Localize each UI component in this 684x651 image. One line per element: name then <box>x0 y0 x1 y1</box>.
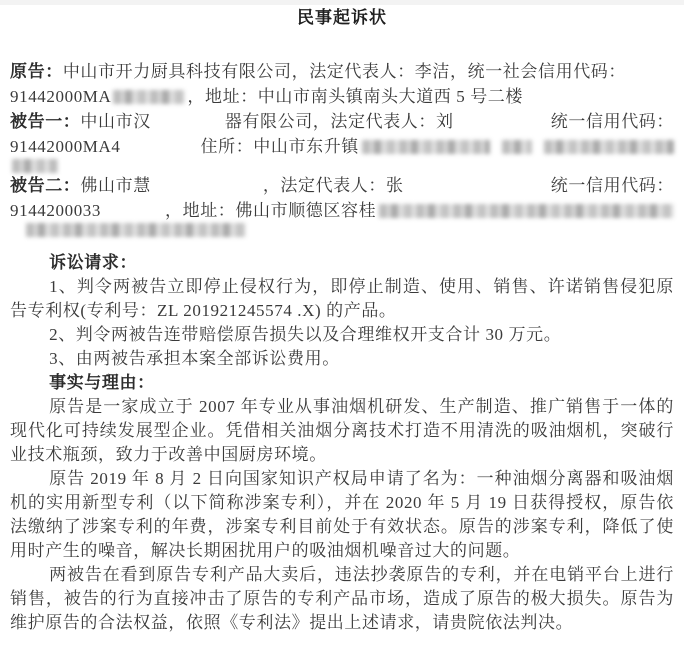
claim-item-2: 2、判令两被告连带赔偿原告损失以及合理维权开支合计 30 万元。 <box>49 325 562 344</box>
defendant2-rep-info: ，法定代表人：张 <box>262 176 404 195</box>
facts-section <box>10 371 674 635</box>
facts-paragraph-2: 原告 2019 年 8 月 2 日向国家知识产权局申请了名为：一种油烟分离器和吸油烟机的实用新型专利（以下简称涉案专利），并在 2020 年 5 月 19 日获得授权，原告依法缴纳了涉案专利的年费，涉案专利目前处于有效状态。原告的涉案专利，降低了使用时产生的噪音，解决长期困扰用户的吸油烟机噪音过大的问题。 <box>10 469 674 560</box>
claim-item-3: 3、由两被告承担本案全部诉讼费用。 <box>49 349 340 368</box>
defendant2-address-label: ，地址：佛山市顺德区容桂 <box>165 201 377 220</box>
redacted-defendant1-address-1 <box>362 140 490 154</box>
redacted-defendant1-address-3 <box>544 140 674 154</box>
defendant2-label: 被告二： <box>10 176 81 195</box>
plaintiff-block <box>10 59 674 109</box>
top-edge-strip <box>0 0 684 5</box>
defendant2-line1 <box>10 173 674 198</box>
document-title: 民事起诉状 <box>297 8 387 27</box>
redacted-defendant1-address-2 <box>502 140 532 154</box>
facts-paragraph-1: 原告是一家成立于 2007 年专业从事油烟机研发、生产制造、推广销售于一体的现代化可持续发展型企业。凭借相关油烟分离技术打造不用清洗的吸油烟机，突破行业技术瓶颈，致力于改善中国厨房环境。 <box>10 397 674 464</box>
defendant2-line2 <box>10 198 674 223</box>
defendant2-credit-code: 9144200033 <box>10 201 101 220</box>
defendant1-label: 被告一： <box>10 112 81 131</box>
defendant1-name-prefix: 中山市汉 <box>80 112 151 131</box>
facts-paragraph-3: 两被告在看到原告专利产品大卖后，违法抄袭原告的专利，并在电销平台上进行销售，被告的行为直接冲击了原告的专利产品市场，造成了原告的极大损失。原告为维护原告的合法权益，依照《专利法》提出上述请求，请贵院依法判决。 <box>10 565 674 632</box>
defendant1-credit-code: 91442000MA4 <box>10 137 121 156</box>
defendant1-line1 <box>10 109 674 134</box>
plaintiff-info: 中山市开力厨具科技有限公司，法定代表人：李洁，统一社会信用代码： <box>62 62 627 81</box>
claims-heading: 诉讼请求： <box>49 253 138 272</box>
plaintiff-credit-code: 91442000MA <box>10 87 112 106</box>
redacted-defendant2-address-1 <box>379 204 674 218</box>
redacted-defendant2-address-2 <box>26 223 246 237</box>
defendant1-block <box>10 109 674 173</box>
facts-heading: 事实与理由： <box>49 373 155 392</box>
defendant2-line3 <box>10 223 674 237</box>
defendant2-block <box>10 173 674 237</box>
plaintiff-address: ，地址：中山市南头镇南头大道西 5 号二楼 <box>187 87 524 106</box>
plaintiff-label: 原告： <box>10 62 63 81</box>
defendant1-rep-info: 器有限公司，法定代表人：刘 <box>224 112 454 131</box>
defendant2-name-prefix: 佛山市慧 <box>80 176 151 195</box>
redacted-defendant1-address-4 <box>12 159 58 173</box>
defendant1-residence-label: 住所：中山市东升镇 <box>200 137 359 156</box>
claims-section <box>10 251 674 371</box>
defendant1-line3 <box>10 159 674 173</box>
plaintiff-line2 <box>10 84 674 109</box>
defendant2-code-label: 统一信用代码： <box>550 176 674 195</box>
defendant1-code-label: 统一信用代码： <box>550 112 674 131</box>
plaintiff-line1 <box>10 59 674 84</box>
defendant1-line2 <box>10 134 674 159</box>
redacted-plaintiff-code <box>113 90 185 104</box>
claim-item-1: 1、判令两被告立即停止侵权行为，即停止制造、使用、销售、许诺销售侵犯原告专利权(专利号：ZL 201921245574 .X) 的产品。 <box>10 277 674 320</box>
